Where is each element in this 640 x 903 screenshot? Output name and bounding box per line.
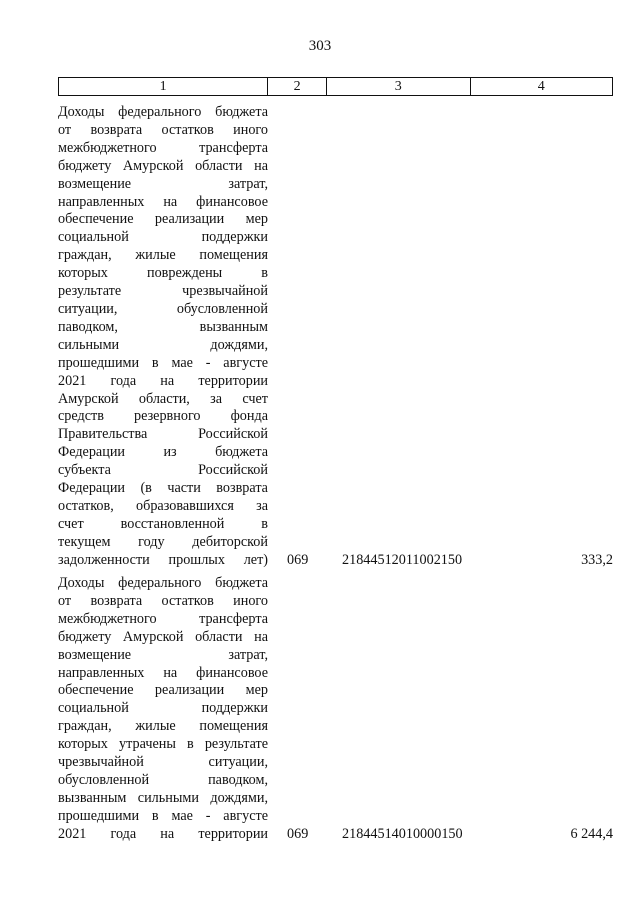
description-line: которых повреждены в (58, 265, 268, 282)
description-line: граждан, жилые помещения (58, 718, 268, 735)
description-line: текущем году дебиторской (58, 533, 268, 550)
description-line: ситуации, обусловленной (58, 300, 268, 317)
budget-classification-code: 21844514010000150 (342, 825, 463, 842)
header-col-4: 4 (537, 79, 545, 94)
description-line: задолженности прошлых лет) (58, 551, 268, 568)
header-col-3: 3 (327, 78, 470, 95)
description-line: результате чрезвычайной (58, 283, 268, 300)
row-description (58, 104, 268, 570)
description-line: остатков, образовавшихся за (58, 497, 268, 514)
admin-code: 069 (287, 825, 309, 842)
description-line: вызванным сильными дождями, (58, 789, 268, 806)
description-line: обеспечение реализации мер (58, 682, 268, 699)
description-line: направленных на финансовое (58, 664, 268, 681)
description-line: Доходы федерального бюджета (58, 104, 268, 120)
description-line: обусловленной паводком, (58, 771, 268, 788)
header-col-1: 1 (59, 78, 268, 95)
description-line: сильными дождями, (58, 336, 268, 353)
admin-code: 069 (287, 551, 309, 568)
description-line: Федерации из бюджета (58, 444, 268, 461)
description-line: межбюджетного трансферта (58, 139, 268, 156)
amount: 6 244,4 (570, 825, 613, 842)
table-row (58, 104, 613, 570)
description-line: субъекта Российской (58, 462, 268, 479)
budget-classification-code: 21844512011002150 (342, 551, 463, 568)
description-line: обеспечение реализации мер (58, 211, 268, 228)
row-description (58, 575, 268, 844)
description-line: бюджету Амурской области на (58, 628, 268, 645)
table-row (58, 575, 613, 844)
table-header (58, 77, 613, 96)
description-line: от возврата остатков иного (58, 121, 268, 138)
description-line: прошедшими в мае - августе (58, 807, 268, 824)
description-line: возмещение затрат, (58, 646, 268, 663)
description-line: 2021 года на территории (58, 372, 268, 389)
description-line: социальной поддержки (58, 700, 268, 717)
description-line: возмещение затрат, (58, 175, 268, 192)
description-line: счет восстановленной в (58, 515, 268, 532)
description-line: направленных на финансовое (58, 193, 268, 210)
description-line: которых утрачены в результате (58, 736, 268, 753)
page-number: 303 (308, 38, 332, 54)
description-line: прошедшими в мае - августе (58, 354, 268, 371)
description-line: от возврата остатков иного (58, 592, 268, 609)
description-line: межбюджетного трансферта (58, 610, 268, 627)
description-line: Правительства Российской (58, 426, 268, 443)
description-line: социальной поддержки (58, 229, 268, 246)
description-line: чрезвычайной ситуации, (58, 754, 268, 771)
description-line: бюджету Амурской области на (58, 157, 268, 174)
description-line: Амурской области, за счет (58, 390, 268, 407)
description-line: паводком, вызванным (58, 318, 268, 335)
description-line: средств резервного фонда (58, 408, 268, 425)
description-line: 2021 года на территории (58, 825, 268, 842)
description-line: Федерации (в части возврата (58, 480, 268, 497)
description-line: Доходы федерального бюджета (58, 575, 268, 591)
amount: 333,2 (581, 551, 613, 568)
description-line: граждан, жилые помещения (58, 247, 268, 264)
header-col-2: 2 (268, 78, 327, 95)
